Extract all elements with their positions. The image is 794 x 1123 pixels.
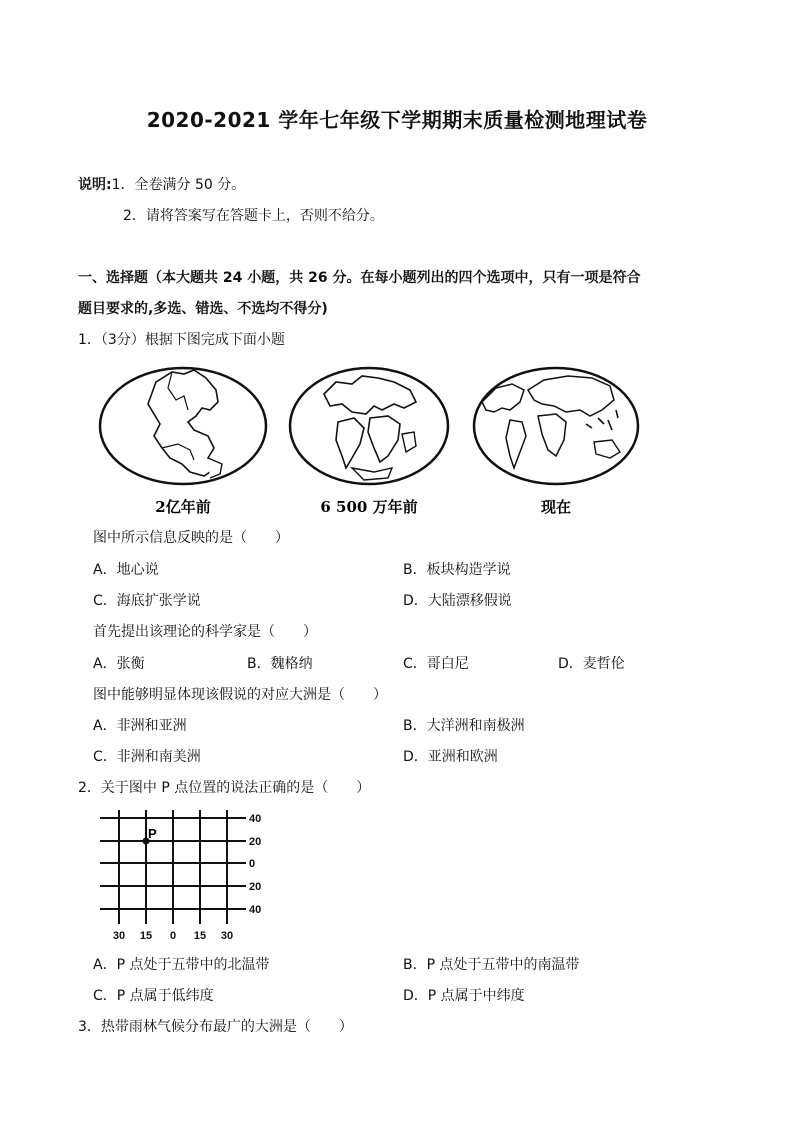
map-65-million-years-ago (290, 368, 448, 484)
q1-sub2-option-a[interactable]: A．张衡 (93, 656, 145, 672)
q1-sub2-stem: 首先提出该理论的科学家是（ ） (93, 624, 317, 640)
lat-lon-grid (96, 810, 276, 946)
q1-sub3-option-b[interactable]: B．大洋洲和南极洲 (403, 718, 525, 734)
section-heading-line-1: 一、选择题（本大题共 24 小题，共 26 分。在每小题列出的四个选项中，只有一项是符合 (78, 270, 641, 286)
q2-option-c[interactable]: C．P 点属于低纬度 (93, 988, 214, 1004)
map-label-1: 2亿年前 (155, 498, 211, 516)
question-3-stem: 3．热带雨林气候分布最广的大洲是（ ） (78, 1019, 353, 1035)
q1-sub1-stem: 图中所示信息反映的是（ ） (93, 530, 289, 546)
q1-sub3-option-c[interactable]: C．非洲和南美洲 (93, 749, 201, 765)
q2-option-b[interactable]: B．P 点处于五带中的南温带 (403, 957, 580, 973)
map-label-3: 现在 (540, 498, 572, 516)
map-200-million-years-ago (100, 368, 266, 484)
lon-label: 30 (112, 930, 126, 942)
page-title: 2020-2021 学年七年级下学期期末质量检测地理试卷 (146, 108, 648, 132)
q1-sub1-option-c[interactable]: C．海底扩张学说 (93, 593, 201, 609)
lat-label: 40 (249, 904, 262, 916)
map-present-day (474, 368, 638, 484)
instructions-label: 说明: (78, 177, 112, 193)
q1-sub1-option-b[interactable]: B．板块构造学说 (403, 562, 511, 578)
q1-sub3-option-a[interactable]: A．非洲和亚洲 (93, 718, 187, 734)
map-label-2: 6 500 万年前 (320, 498, 418, 516)
lat-label: 40 (249, 813, 262, 825)
instructions (78, 176, 245, 194)
lon-label: 15 (193, 930, 207, 942)
section-heading-line-2: 题目要求的,多选、错选、不选均不得分) (78, 301, 328, 317)
lat-label: 0 (249, 858, 256, 870)
point-p-label: P (148, 826, 157, 841)
instructions-item-2: 2．请将答案写在答题卡上，否则不给分。 (123, 208, 384, 224)
lon-label: 0 (169, 930, 177, 942)
question-1-stem: 1．（3分）根据下图完成下面小题 (78, 332, 285, 348)
q2-option-a[interactable]: A．P 点处于五带中的北温带 (93, 957, 270, 973)
continental-drift-maps (98, 360, 644, 520)
q1-sub2-option-b[interactable]: B．魏格纳 (247, 656, 313, 672)
instructions-item-1: 1．全卷满分 50 分。 (111, 177, 246, 193)
lat-label: 20 (249, 881, 262, 893)
q1-sub2-option-d[interactable]: D．麦哲伦 (558, 656, 625, 672)
question-2-stem: 2．关于图中 P 点位置的说法正确的是（ ） (78, 780, 371, 796)
q2-option-d[interactable]: D．P 点属于中纬度 (403, 988, 525, 1004)
lon-label: 15 (139, 930, 153, 942)
lon-label: 30 (220, 930, 234, 942)
q1-sub3-stem: 图中能够明显体现该假说的对应大洲是（ ） (93, 687, 387, 703)
lat-label: 20 (249, 836, 262, 848)
q1-sub1-option-a[interactable]: A．地心说 (93, 562, 159, 578)
q1-sub1-option-d[interactable]: D．大陆漂移假说 (403, 593, 512, 609)
q1-sub3-option-d[interactable]: D．亚洲和欧洲 (403, 749, 498, 765)
q1-sub2-option-c[interactable]: C．哥白尼 (403, 656, 469, 672)
